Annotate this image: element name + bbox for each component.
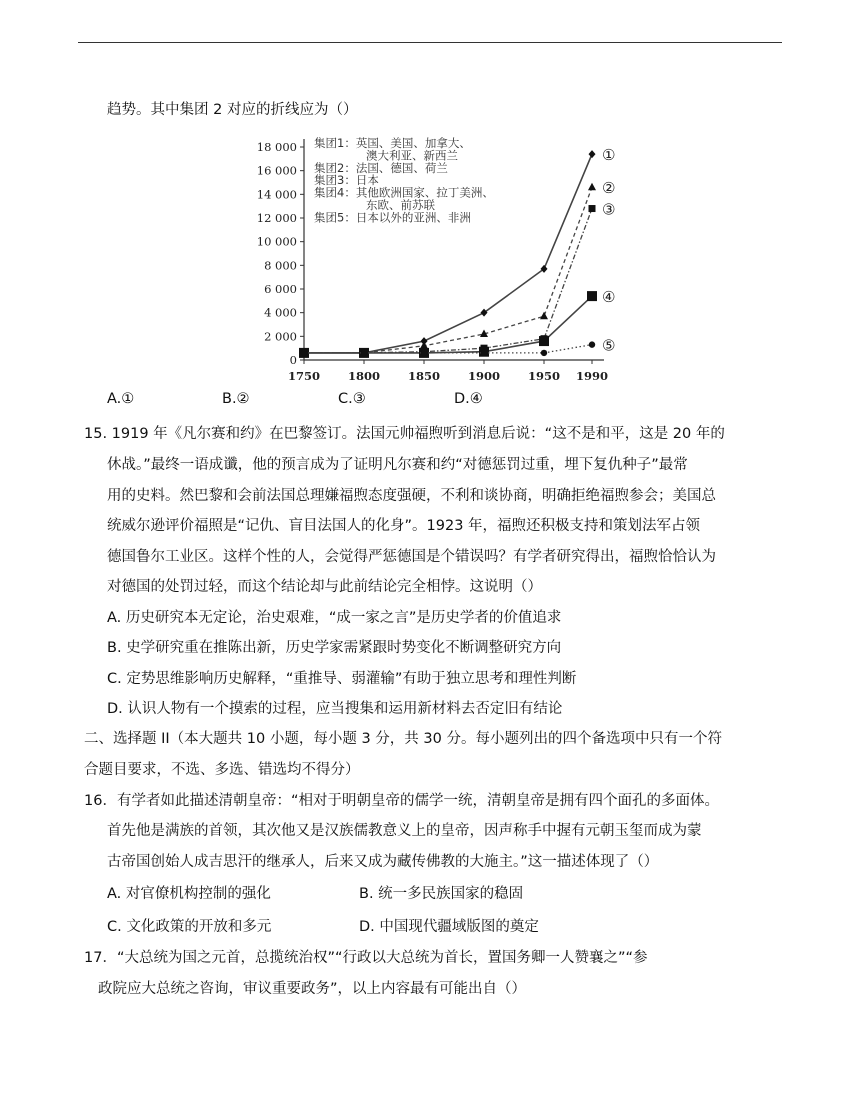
y-tick-label: 8 000 [264,258,297,273]
data-point [541,350,547,356]
q17-line: 政院应大总统之咨询，审议重要政务”，以上内容最有可能出自（） [98,981,527,997]
q14-option-b[interactable]: B.② [222,391,250,407]
section-2-line: 合题目要求，不选、多选、错选均不得分） [84,762,360,778]
q17-line: 17．“大总统为国之元首，总揽统治权”“行政以大总统为首长，置国务卿一人赞襄之”“参 [84,950,648,966]
data-point [481,350,487,356]
series-label: ② [602,179,616,198]
legend-entry: 集团1：英国、美国、加拿大、 [314,136,471,150]
legend-entry: 集团2：法国、德国、荷兰 [314,160,448,175]
x-tick-label: 1850 [407,369,441,383]
q15-option-a[interactable]: A. 历史研究本无定论，治史艰难，“成一家之言”是历史学者的价值追求 [107,610,562,626]
series-label: ① [602,146,616,165]
y-tick-label: 4 000 [264,305,297,320]
q15-line: 德国鲁尔工业区。这样个性的人，会觉得严惩德国是个错误吗？有学者研究得出，福煦恰恰认为 [107,549,716,565]
y-tick-label: 10 000 [256,234,297,249]
legend-entry: 集团5：日本以外的亚洲、非洲 [314,210,471,225]
q16-option-c[interactable]: C. 文化政策的开放和多元 [107,919,272,935]
data-point [301,350,307,356]
data-point [361,350,367,356]
series-label: ③ [602,200,616,219]
series-label: ⑤ [602,336,616,355]
q15-line: 用的史料。然巴黎和会前法国总理嫌福煦态度强硬，不利和谈协商，明确拒绝福煦参会；美国总 [107,488,716,504]
q15-line: 休战。”最终一语成谶，他的预言成为了证明凡尔赛和约“对德惩罚过重，埋下复仇种子”最常 [107,457,688,473]
q14-option-c[interactable]: C.③ [338,391,366,407]
q16-option-b[interactable]: B. 统一多民族国家的稳固 [359,886,524,902]
y-tick-label: 0 [289,353,297,367]
legend-entry: 集团3：日本 [314,173,379,188]
x-tick-label: 1990 [575,369,609,383]
q15-option-c[interactable]: C. 定势思维影响历史解释，“重推导、弱灌输”有助于独立思考和理性判断 [107,671,577,687]
data-point [589,205,596,212]
q16-line: 16．有学者如此描述清朝皇帝：“相对于明朝皇帝的儒学一统，清朝皇帝是拥有四个面孔的多面体。 [84,793,719,809]
q14-option-a[interactable]: A.① [107,391,135,407]
q15-option-d[interactable]: D. 认识人物有一个摸索的过程，应当搜集和运用新材料去否定旧有结论 [107,701,563,717]
x-tick-label: 1950 [527,369,561,383]
data-point [541,265,548,273]
data-point [540,312,548,320]
y-tick-label: 18 000 [256,140,297,154]
data-point [589,341,595,347]
y-tick-label: 16 000 [256,163,297,178]
q15-line: 15. 1919 年《凡尔赛和约》在巴黎签订。法国元帅福煦听到消息后说：“这不是和平，这是 20 年的 [84,426,725,442]
q15-line: 统威尔逊评价福照是“记仇、盲目法国人的化身”。1923 年，福煦还积极支持和策划法军占领 [107,518,701,534]
chart-svg [240,128,620,390]
data-point [589,150,596,158]
legend-entry: 集团4：其他欧洲国家、拉丁美洲、 [314,185,494,200]
data-point [421,350,427,356]
y-tick-label: 6 000 [264,282,297,296]
line-chart [240,128,620,390]
series-line [304,209,592,353]
y-tick-label: 12 000 [256,211,297,225]
x-tick-label: 1750 [287,369,321,383]
x-tick-label: 1800 [347,369,381,383]
y-tick-label: 2 000 [264,329,297,344]
q16-line: 首先他是满族的首领，其次他又是汉族儒教意义上的皇帝，因声称手中握有元朝玉玺而成为蒙 [107,823,702,839]
series-label: ④ [602,288,616,307]
q16-option-d[interactable]: D. 中国现代疆域版图的奠定 [359,919,539,935]
data-point [587,291,597,301]
data-point [481,309,488,317]
header-rule [78,42,782,43]
section-2-line: 二、选择题 II（本大题共 10 小题，每小题 3 分，共 30 分。每小题列出的四个备选项中只有一个符 [84,731,722,747]
q15-option-b[interactable]: B. 史学研究重在推陈出新，历史学家需紧跟时势变化不断调整研究方向 [107,640,562,656]
y-tick-label: 14 000 [256,187,297,202]
legend-entry: 东欧、前苏联 [366,198,435,212]
data-point [539,336,549,346]
q15-line: 对德国的处罚过轻，而这个结论却与此前结论完全相悖。这说明（） [107,579,542,595]
q16-line: 古帝国创始人成吉思汗的继承人，后来又成为藏传佛教的大施主。”这一描述体现了（） [107,854,659,870]
q16-option-a[interactable]: A. 对官僚机构控制的强化 [107,886,271,902]
data-point [588,183,596,191]
x-tick-label: 1900 [467,369,501,383]
q14-option-d[interactable]: D.④ [454,391,483,407]
legend-entry: 澳大利亚、新西兰 [366,148,458,163]
question-14-tail: 趋势。其中集团 2 对应的折线应为（） [107,102,358,118]
